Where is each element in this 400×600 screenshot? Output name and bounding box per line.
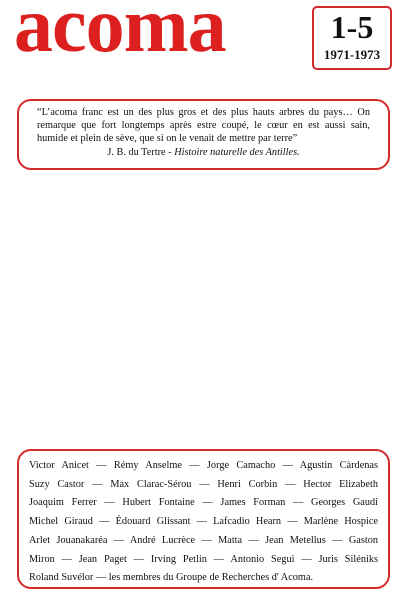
- contributor-line: Roland Suvélor — les membres du Groupe de Recherches d' Acoma.: [29, 572, 314, 584]
- epigraph-attribution: [37, 146, 370, 159]
- contributors-box: [17, 449, 390, 589]
- epigraph-author: J. B. du Tertre -: [107, 147, 175, 158]
- epigraph-work: Histoire naturelle des Antilles.: [174, 147, 300, 158]
- contributor-line: Arlet Jouanakaréa — André Lucrèce — Matta — Jean Metellus — Gaston: [29, 534, 378, 546]
- epigraph-box: [17, 99, 390, 170]
- issue-years: 1971-1973: [323, 47, 381, 62]
- contributor-line: Victor Anicet — Rémy Anselme — Jorge Camacho — Agustin Càrdenas: [29, 460, 378, 471]
- contributor-line: Michel Giraud — Édouard Glissant — Lafcadio Hearn — Marlène Hospice: [29, 516, 378, 528]
- epigraph-quote: “L’acoma franc est un des plus gros et des plus hauts arbres du pays… On remarque que fort longtemps après estre coupé, le cœur en est aussi sain, humide et plein de sève, que si on le venait de mettre par terre”: [37, 107, 370, 144]
- journal-logo: acoma: [14, 0, 226, 68]
- contributor-line: Joaquim Ferrer — Hubert Fontaine — James Forman — Georges Gaudi: [29, 497, 378, 509]
- issue-badge: [312, 6, 392, 70]
- issue-number: 1-5: [330, 9, 374, 45]
- contributor-line: Suzy Castor — Max Clarac-Sérou — Henri Corbin — Hector Elizabeth: [29, 478, 378, 490]
- contributor-line: Miron — Jean Paget — Irving Petlin — Antonio Segui — Juris Siléniks: [29, 553, 378, 565]
